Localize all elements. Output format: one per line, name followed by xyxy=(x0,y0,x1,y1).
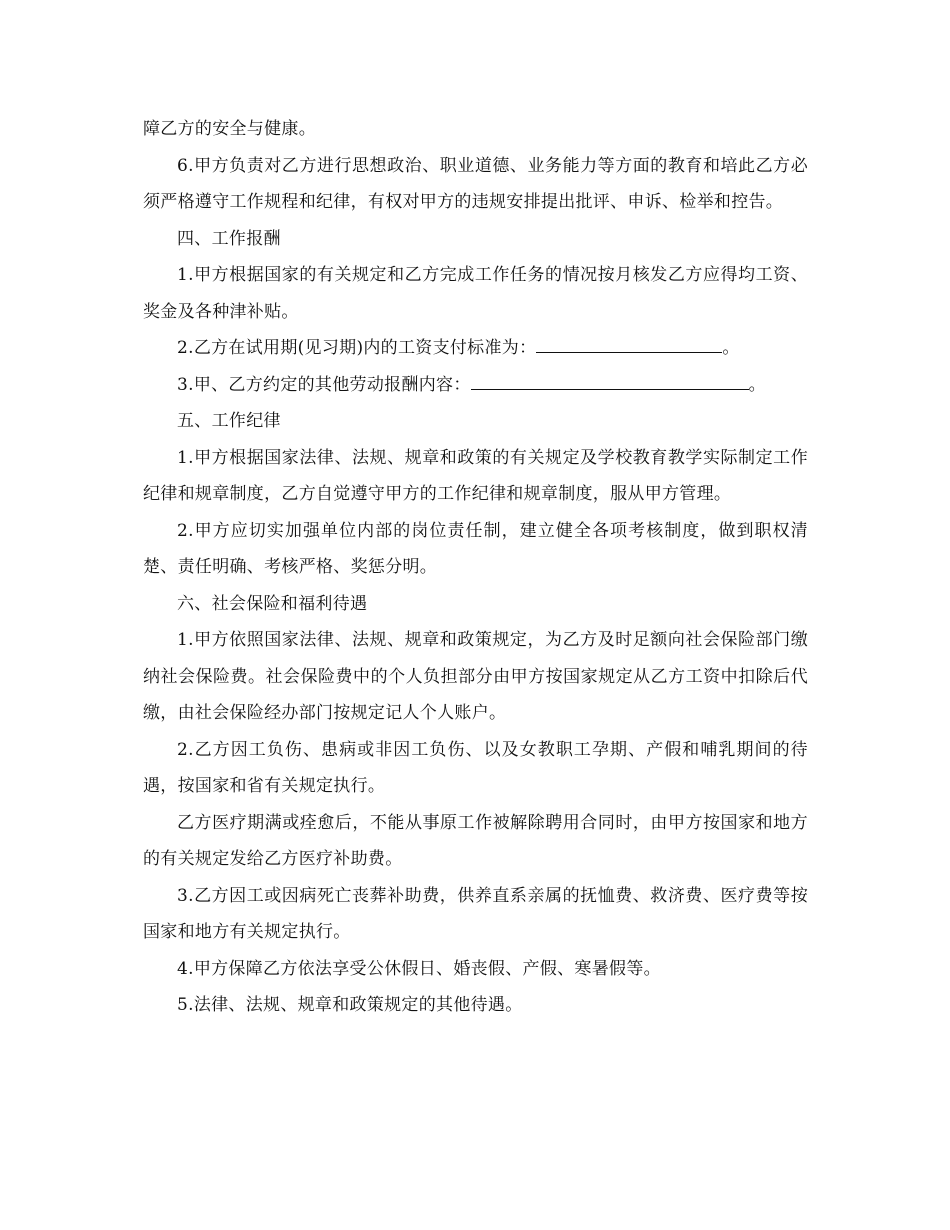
paragraph-11 xyxy=(143,622,808,732)
paragraph-8 xyxy=(143,440,808,513)
paragraph-11-text: 1.甲方依照国家法律、法规、规章和政策规定，为乙方及时足额向社会保险部门缴纳社会保险费。社会保险费中的个人负担部分由甲方按国家规定从乙方工资中扣除后代缴，由社会保险经办部门按规定记人个人账户。 xyxy=(143,630,808,723)
paragraph-16 xyxy=(143,987,808,1024)
paragraph-16-text: 5.法律、法规、规章和政策规定的其他待遇。 xyxy=(177,995,523,1015)
paragraph-5-text: 2.乙方在试用期(见习期)内的工资支付标准为： xyxy=(177,338,537,358)
paragraph-6 xyxy=(143,367,808,404)
paragraph-6-text: 3.甲、乙方约定的其他劳动报酬内容： xyxy=(177,374,471,395)
section-heading-6 xyxy=(143,586,808,623)
paragraph-6-end: 。 xyxy=(748,374,766,395)
paragraph-12 xyxy=(143,732,808,805)
paragraph-13-text: 乙方医疗期满或痊愈后，不能从事原工作被解除聘用合同时，由甲方按国家和地方的有关规定发给乙方医疗补助费。 xyxy=(143,812,808,869)
fill-blank-line xyxy=(471,375,749,390)
section-heading-4 xyxy=(143,221,808,258)
section-heading-5 xyxy=(143,403,808,440)
section-heading-4-text: 四、工作报酬 xyxy=(177,228,281,249)
section-heading-5-text: 五、工作纪律 xyxy=(177,411,281,431)
paragraph-2-text: 6.甲方负责对乙方进行思想政治、职业道德、业务能力等方面的教育和培此乙方必须严格遵守工作规程和纪律，有权对甲方的违规安排提出批评、申诉、检举和控告。 xyxy=(143,155,808,212)
paragraph-13 xyxy=(143,805,808,878)
fill-blank-line xyxy=(536,338,722,353)
paragraph-14-text: 3.乙方因工或因病死亡丧葬补助费，供养直系亲属的抚恤费、救济费、医疗费等按国家和地方有关规定执行。 xyxy=(143,885,808,942)
paragraph-12-text: 2.乙方因工负伤、患病或非因工负伤、以及女教职工孕期、产假和哺乳期间的待遇，按国家和省有关规定执行。 xyxy=(143,739,808,796)
paragraph-5 xyxy=(143,330,808,367)
paragraph-9-text: 2.甲方应切实加强单位内部的岗位责任制，建立健全各项考核制度，做到职权清楚、责任明确、考核严格、奖惩分明。 xyxy=(143,520,808,577)
paragraph-8-text: 1.甲方根据国家法律、法规、规章和政策的有关规定及学校教育教学实际制定工作纪律和规章制度，乙方自觉遵守甲方的工作纪律和规章制度，服从甲方管理。 xyxy=(143,447,808,504)
paragraph-1-text: 障乙方的安全与健康。 xyxy=(143,119,316,139)
paragraph-14 xyxy=(143,878,808,951)
document-body xyxy=(143,111,808,1024)
paragraph-9 xyxy=(143,513,808,586)
paragraph-4-text: 1.甲方根据国家的有关规定和乙方完成工作任务的情况按月核发乙方应得均工资、奖金及各种津补贴。 xyxy=(143,265,808,322)
paragraph-2 xyxy=(143,148,808,221)
paragraph-4 xyxy=(143,257,808,330)
paragraph-5-end: 。 xyxy=(722,338,740,358)
paragraph-15-text: 4.甲方保障乙方依法享受公休假日、婚丧假、产假、寒暑假等。 xyxy=(177,958,661,979)
section-heading-6-text: 六、社会保险和福利待遇 xyxy=(177,593,368,614)
paragraph-1 xyxy=(143,111,808,148)
paragraph-15 xyxy=(143,951,808,988)
